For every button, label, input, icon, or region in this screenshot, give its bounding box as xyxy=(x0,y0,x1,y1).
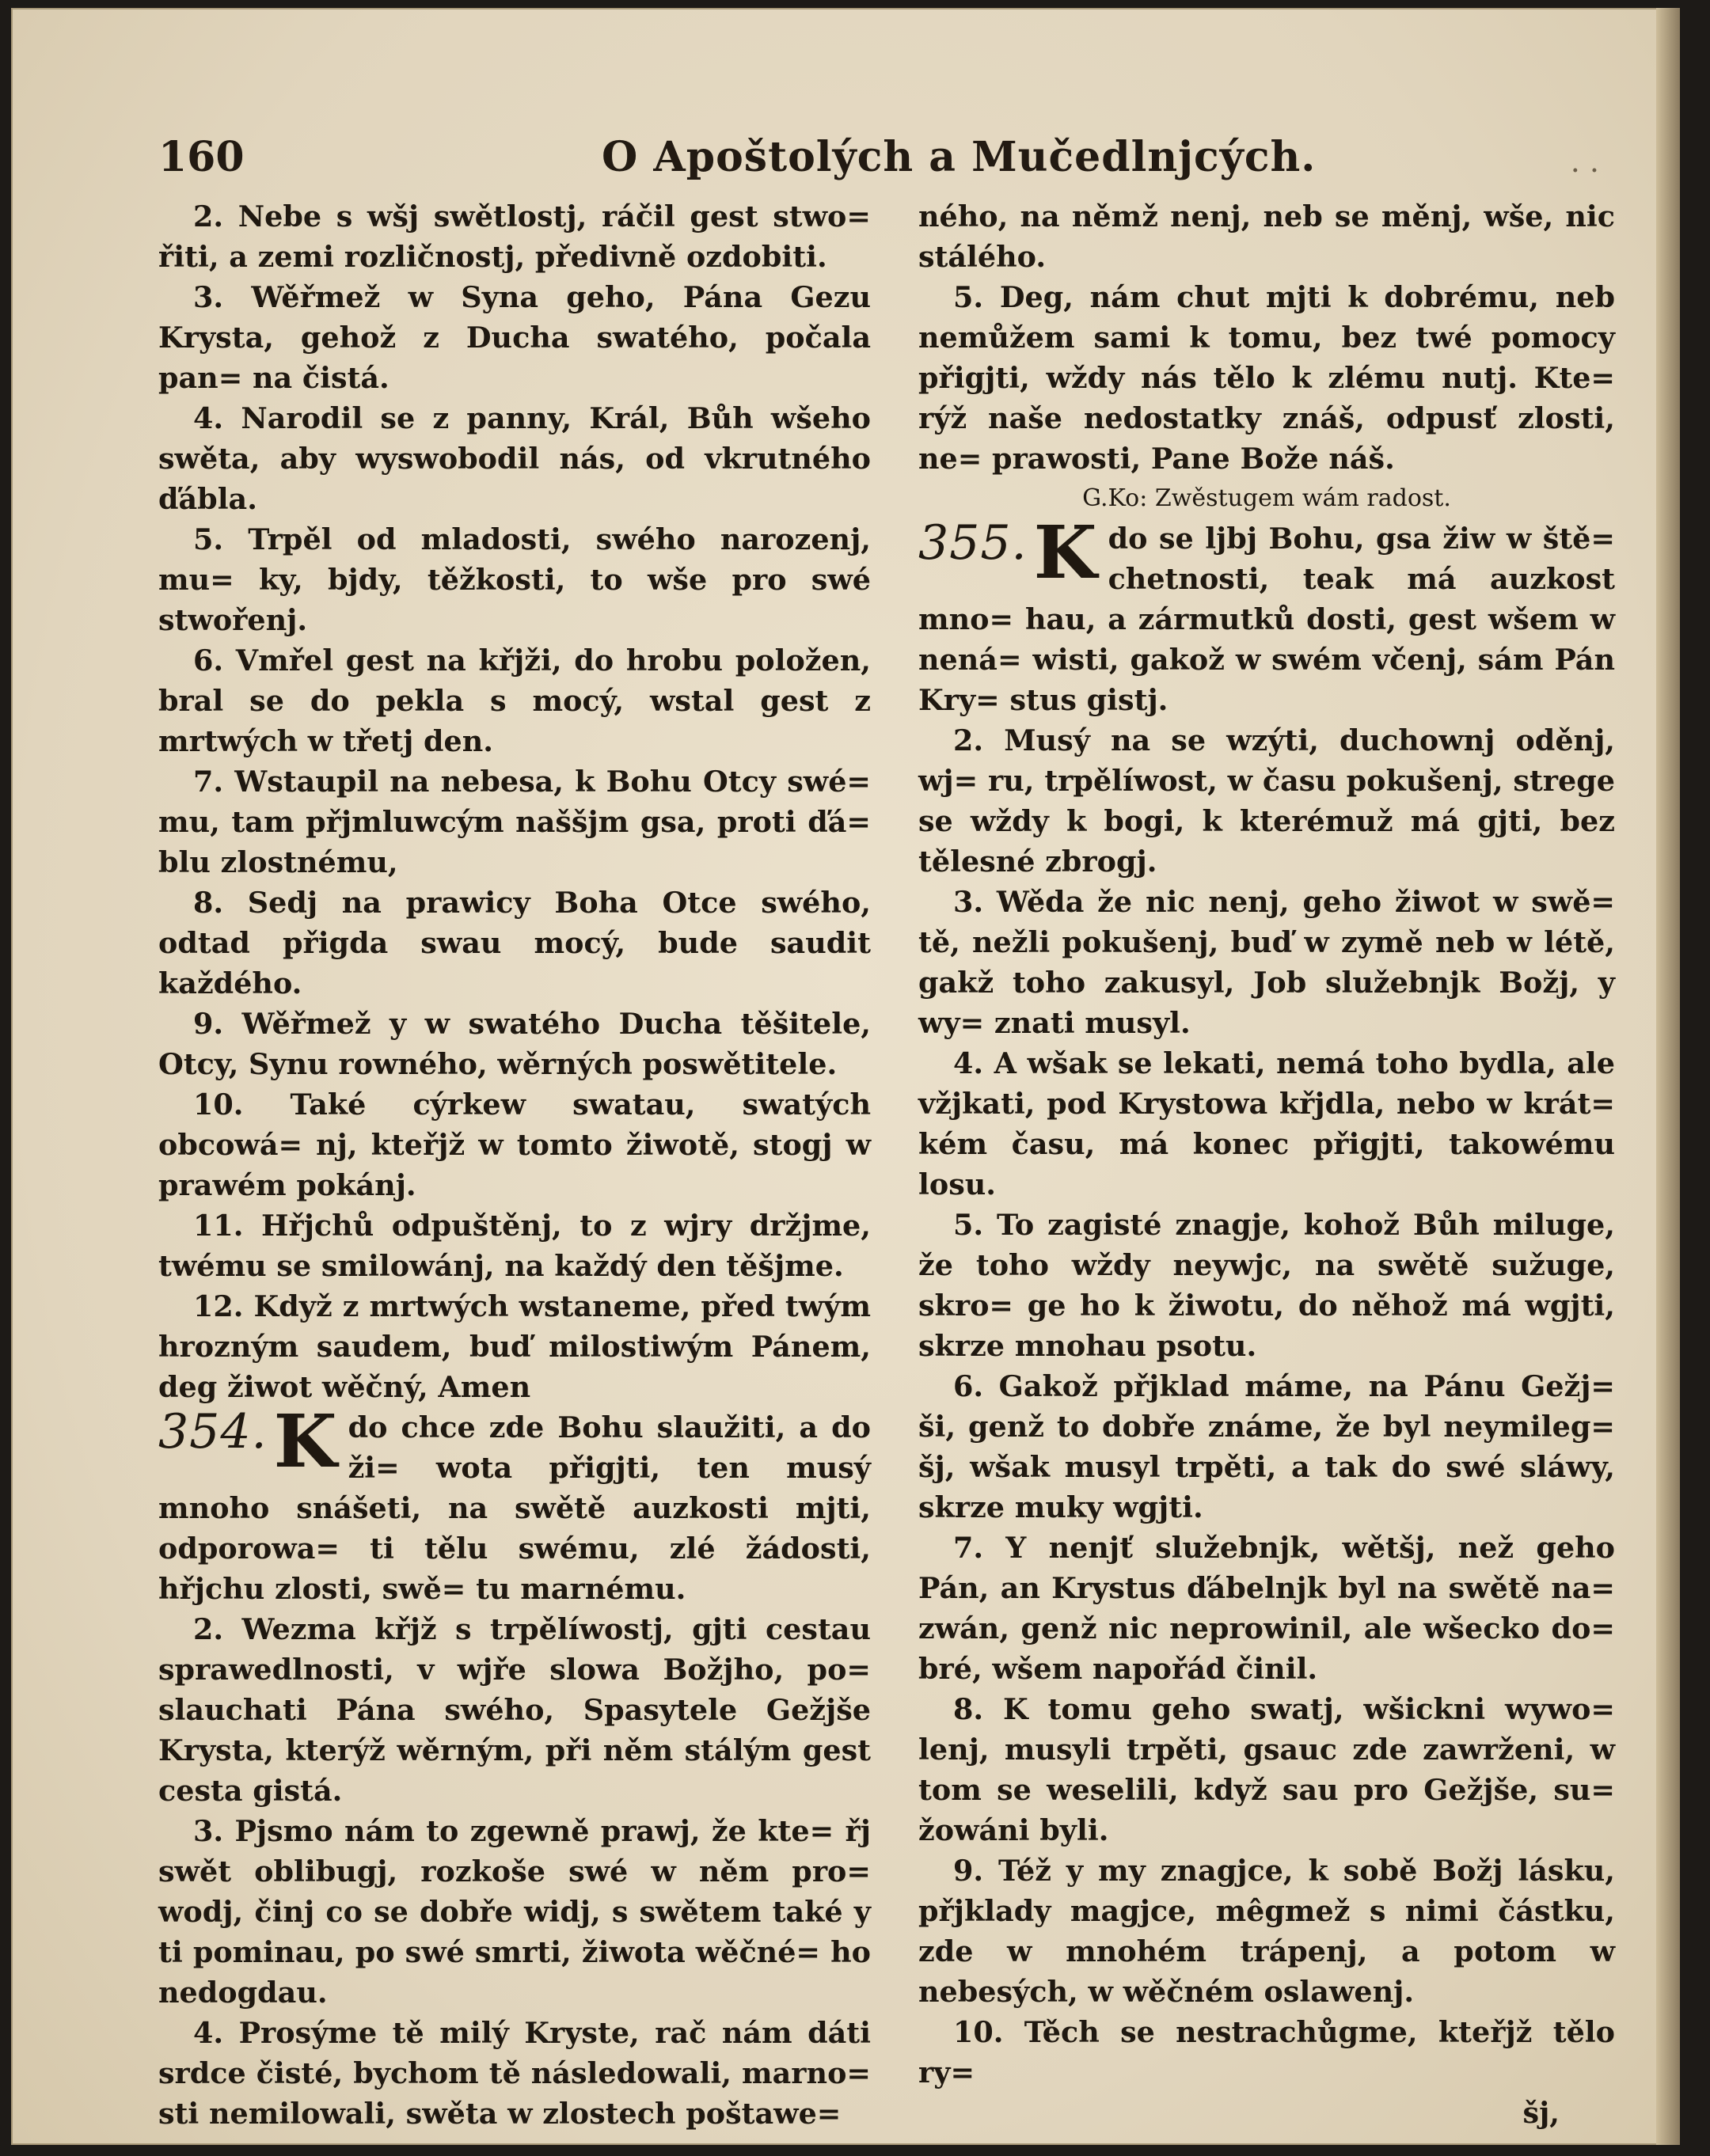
hymn-first-verse: do se ljbj Bohu, gsa žiw w ště= chetnosti, teak má auzkost mno= hau, a zármutků dosti, gest wšem w nená= wisti, gakož w swém včenj, sám Pán Kry= stus gistj. xyxy=(918,522,1615,717)
verse: 8. Sedj na prawicy Boha Otce swého, odtad přigda swau mocý, bude saudit každého. xyxy=(158,886,871,1000)
page-number: 160 xyxy=(158,133,245,181)
verse: 7. Y nenjť služebnjk, wětšj, než geho Pán, an Krystus ďábelnjk byl na swětě na= zwán, genž nic neprowinil, ale wšecko do= bré, wšem napořád činil. xyxy=(918,1531,1615,1686)
left-column xyxy=(158,196,871,2134)
verse: 4. Prosýme tě milý Kryste, rač nám dáti srdce čisté, bychom tě následowali, marno= sti nemilowali, swěta w zlostech poštawe= xyxy=(158,2016,871,2131)
tune-note: G.Ko: Zwěstugem wám radost. xyxy=(1082,484,1451,512)
page-header xyxy=(158,127,1615,190)
verse: 3. Pjsmo nám to zgewně prawj, že kte= řj swět oblibugj, rozkoše swé w něm pro= wodj, činj co se dobře widj, s swětem také y ti pominau, po swé smrti, žiwota wěčné= ho nedogdau. xyxy=(158,1814,871,2010)
verse: 8. K tomu geho swatj, wšickni wywo= lenj, musyli trpěti, gsauc zde zawrženi, w tom se weselili, když sau pro Gežjše, su= žowáni byli. xyxy=(918,1692,1615,1847)
hymn-number: 355. xyxy=(918,515,1028,571)
verse: 10. Také cýrkew swatau, swatých obcowá= nj, kteřjž w tomto žiwotě, stogj w prawém pokánj. xyxy=(158,1087,871,1202)
verse: 10. Těch se nestrachůgme, kteřjž tělo ry= xyxy=(918,2015,1615,2090)
drop-cap: K xyxy=(273,1399,337,1484)
verse: 12. Když z mrtwých wstaneme, před twým hrozným saudem, buď milostiwým Pánem, deg žiwot wěčný, Amen xyxy=(158,1289,871,1404)
hymn-355 xyxy=(918,510,1615,720)
verse: 11. Hřjchů odpuštěnj, to z wjry držjme, twému se smilowánj, na každý den těšjme. xyxy=(158,1209,871,1283)
verse: 4. A wšak se lekati, nemá toho bydla, ale vžjkati, pod Krystowa křjdla, nebo w krát= kém času, má konec přigjti, takowému losu. xyxy=(918,1046,1615,1201)
hymn-number: 354. xyxy=(158,1404,268,1459)
verse: 5. Deg, nám chut mjti k dobrému, neb nemůžem sami k tomu, bez twé pomocy přigjti, wždy nás tělo k zlému nutj. Kte= rýž naše nedostatky znáš, odpusť zlosti, ne= prawosti, Pane Bože náš. xyxy=(918,280,1615,476)
verse: 9. Wěřmež y w swatého Ducha těšitele, Otcy, Synu rowného, wěrných poswětitele. xyxy=(158,1007,871,1081)
verse: 4. Narodil se z panny, Král, Bůh wšeho swěta, aby wyswobodil nás, od vkrutného ďábla. xyxy=(158,401,871,516)
catchword: šj, xyxy=(1522,2096,1560,2130)
running-title: O Apoštolých a Mučedlnjcých. xyxy=(602,133,1317,181)
verse: 2. Musý na se wzýti, duchownj oděnj, wj= ru, trpělíwost, w času pokušenj, strege se wždy k bogi, k kterémuž má gjti, bez tělesné zbrogj. xyxy=(918,723,1615,879)
verse: 7. Wstaupil na nebesa, k Bohu Otcy swé= mu, tam přjmluwcým naššjm gsa, proti ďá= blu zlostnému, xyxy=(158,765,871,879)
verse: 5. Trpěl od mladosti, swého narozenj, mu= ky, bjdy, těžkosti, to wše pro swé stwořenj. xyxy=(158,522,871,637)
verse-continuation: ného, na němž nenj, neb se měnj, wše, nic stálého. xyxy=(918,199,1615,274)
verse: 6. Gakož přjklad máme, na Pánu Gežj= ši, genž to dobře známe, že byl neymileg= šj, wšak musyl trpěti, a tak do swé sláwy, skrze muky wgjti. xyxy=(918,1369,1615,1524)
hymn-354 xyxy=(158,1399,871,1609)
verse: 2. Wezma křjž s trpělíwostj, gjti cestau sprawedlnosti, v wjře slowa Božjho, po= slauchati Pána swého, Spasytele Gežjše Krysta, kterýž wěrným, při něm stálým gest cesta gistá. xyxy=(158,1612,871,1808)
verse: 5. To zagisté znagje, kohož Bůh miluge, že toho wždy neywjc, na swětě sužuge, skro= ge ho k žiwotu, do něhož má wgjti, skrze mnohau psotu. xyxy=(918,1208,1615,1363)
verse: 9. Též y my znagjce, k sobě Božj lásku, přjklady magjce, mêgmež s nimi částku, zde w mnohém trápenj, a potom w nebesých, w wěčném oslawenj. xyxy=(918,1854,1615,2009)
page-spine-shadow xyxy=(1656,8,1680,2145)
verse: 6. Vmřel gest na křjži, do hrobu položen, bral se do pekla s mocý, wstal gest z mrtwých w třetj den. xyxy=(158,643,871,758)
right-column xyxy=(918,196,1615,2133)
corner-marks: . . xyxy=(1570,144,1599,179)
verse: 3. Wěda že nic nenj, geho žiwot w swě= tě, nežli pokušenj, buď w zymě neb w létě, gakž toho zakusyl, Job služebnjk Božj, y wy= znati musyl. xyxy=(918,885,1615,1040)
verse: 2. Nebe s wšj swětlostj, ráčil gest stwo= řiti, a zemi rozličnostj, předivně ozdobiti. xyxy=(158,199,871,274)
verse: 3. Wěřmež w Syna geho, Pána Gezu Krysta, gehož z Ducha swatého, počala pan= na čistá. xyxy=(158,280,871,395)
hymn-first-verse: do chce zde Bohu slaužiti, a do ži= wota přigjti, ten musý mnoho snášeti, na swětě auzkosti mjti, odporowa= ti tělu swému, zlé žádosti, hřjchu zlosti, swě= tu marnému. xyxy=(158,1410,871,1606)
book-page xyxy=(11,8,1680,2145)
drop-cap: K xyxy=(1033,510,1097,595)
